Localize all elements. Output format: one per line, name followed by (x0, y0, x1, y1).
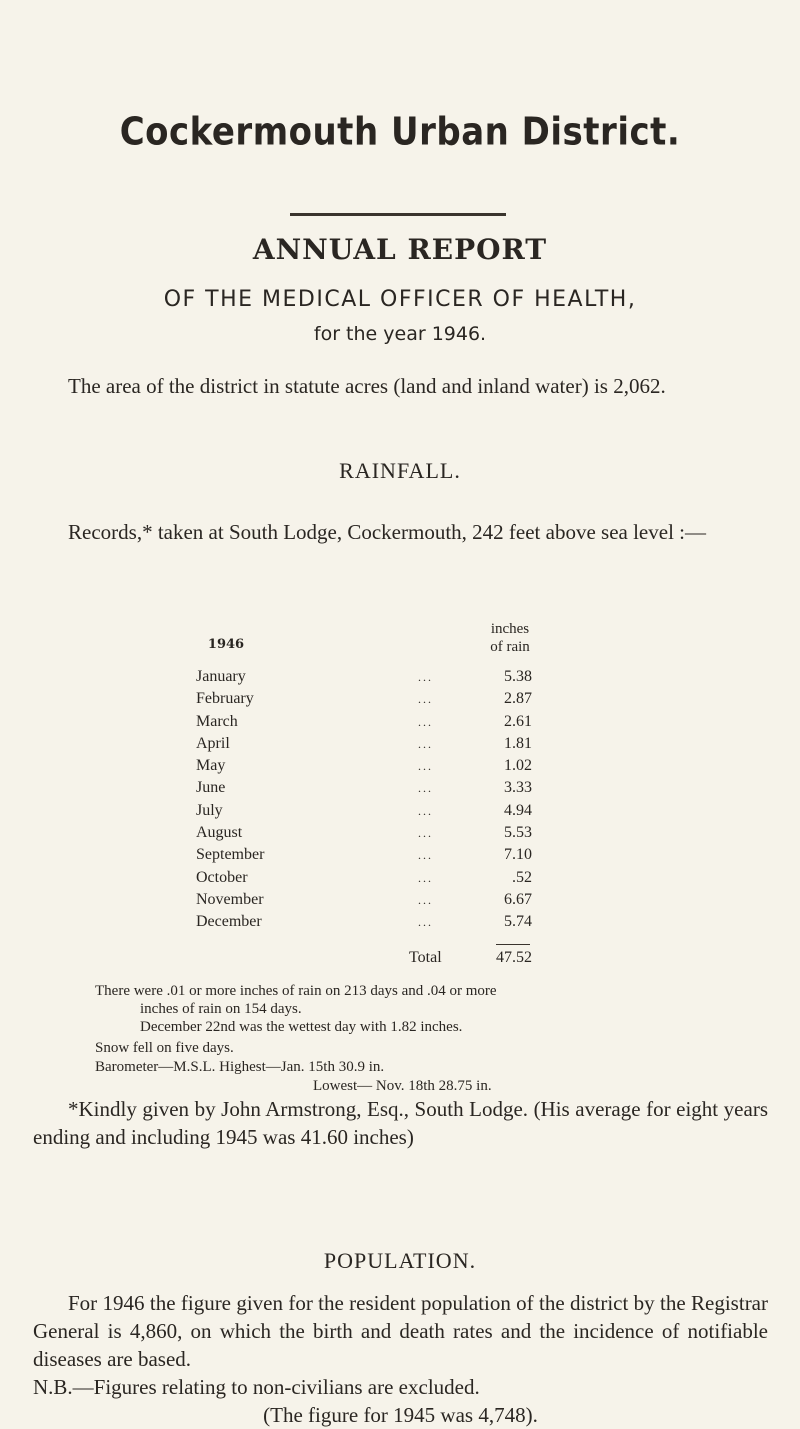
rain-value-cell: 3.33 (504, 779, 532, 797)
month-cell: March (196, 712, 238, 730)
month-cell: June (196, 779, 226, 797)
month-cell: September (196, 846, 265, 864)
population-paragraph (33, 1289, 768, 1429)
total-label: Total (409, 949, 442, 966)
previous-figure-note: (The figure for 1945 was 4,748). (263, 1403, 538, 1427)
report-subtitle: OF THE MEDICAL OFFICER OF HEALTH, (163, 287, 637, 312)
units-header-line-1: inches (490, 621, 530, 637)
rain-value-cell: .52 (512, 868, 532, 886)
rain-value-cell: 1.02 (504, 757, 532, 775)
rain-value-cell: 4.94 (504, 801, 532, 819)
rainfall-row (196, 800, 576, 822)
rain-value-cell: 2.87 (504, 690, 532, 708)
month-cell: August (196, 824, 243, 842)
month-cell: February (196, 690, 254, 708)
leader-dots: ... (418, 826, 433, 841)
month-cell: January (196, 668, 246, 685)
rainfall-row (196, 666, 576, 688)
leader-dots: ... (418, 848, 433, 863)
snow-note: Snow fell on five days. (95, 1040, 234, 1056)
rain-value-cell: 5.74 (504, 913, 532, 931)
rainfall-row (196, 867, 576, 889)
rainfall-row (196, 822, 576, 844)
leader-dots: ... (418, 670, 433, 684)
footnote-paragraph: *Kindly given by John Armstrong, Esq., South Lodge. (His average for eight years ending and including 1945 was 41.60 inches) (33, 1097, 768, 1149)
leader-dots: ... (418, 692, 433, 707)
leader-dots: ... (418, 915, 433, 930)
rainfall-heading: RAINFALL. (339, 458, 461, 483)
month-cell: October (196, 868, 248, 886)
leader-dots: ... (418, 892, 433, 907)
rain-value-cell: 7.10 (504, 846, 532, 864)
leader-dots: ... (418, 870, 433, 885)
rainfall-row (196, 733, 576, 755)
month-cell: December (196, 913, 262, 931)
population-note: N.B.—Figures relating to non-civilians are excluded. (33, 1375, 480, 1399)
month-cell: May (196, 757, 226, 775)
district-title: Cockermouth Urban District. (119, 109, 681, 155)
leader-dots: ... (418, 736, 433, 751)
rainfall-row (196, 844, 576, 866)
year-column-header: 1946 (207, 637, 245, 652)
rain-days-note: There were .01 or more inches of rain on 213 days and .04 or more (95, 983, 497, 999)
total-value: 47.52 (496, 949, 532, 966)
rain-value-cell: 6.67 (504, 890, 532, 908)
rain-value-cell: 2.61 (504, 712, 532, 730)
leader-dots: ... (418, 759, 433, 774)
total-rule (496, 944, 530, 945)
leader-dots: ... (418, 803, 433, 818)
leader-dots: ... (418, 781, 433, 796)
leader-dots: ... (418, 714, 433, 729)
rainfall-row (196, 711, 576, 733)
area-paragraph: The area of the district in statute acres (land and inland water) is 2,062. (68, 374, 666, 398)
wettest-day-note: December 22nd was the wettest day with 1.82 inches. (140, 1019, 463, 1035)
barometer-lowest: Lowest— Nov. 18th 28.75 in. (313, 1078, 492, 1094)
rain-value-cell: 5.53 (504, 824, 532, 842)
units-header-line-2: of rain (490, 639, 530, 655)
records-paragraph: Records,* taken at South Lodge, Cockermouth, 242 feet above sea level :— (68, 520, 706, 544)
barometer-highest: Barometer—M.S.L. Highest—Jan. 15th 30.9 in. (95, 1059, 385, 1075)
rainfall-row (196, 688, 576, 710)
barometer-note (95, 1058, 492, 1094)
rainfall-row (196, 911, 576, 933)
month-cell: July (196, 801, 223, 819)
rainfall-rows (196, 666, 576, 934)
rainfall-row (196, 755, 576, 777)
rainfall-row (196, 777, 576, 799)
rain-value-cell: 1.81 (504, 734, 532, 752)
report-title: ANNUAL REPORT (252, 233, 548, 266)
population-heading: POPULATION. (323, 1248, 477, 1273)
rain-value-cell: 5.38 (504, 668, 532, 685)
rain-days-note-continued: inches of rain on 154 days. (140, 1001, 302, 1017)
rainfall-row (196, 889, 576, 911)
report-year: for the year 1946. (313, 323, 487, 345)
units-column-header (460, 620, 560, 656)
title-divider (290, 213, 506, 216)
month-cell: November (196, 890, 264, 908)
population-text: For 1946 the figure given for the resident population of the district by the Registrar General is 4,860, on which the birth and death rates and the incidence of notifiable diseases are based. (33, 1291, 768, 1371)
month-cell: April (196, 734, 230, 752)
